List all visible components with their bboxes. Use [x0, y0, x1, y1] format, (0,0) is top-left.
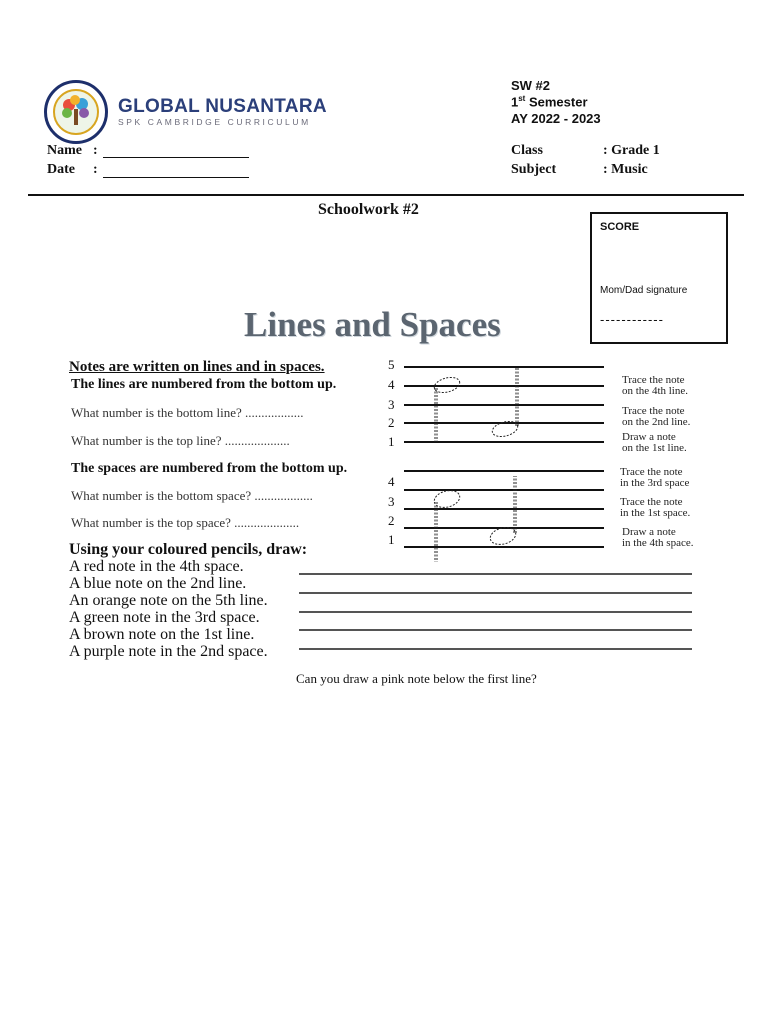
answer-staff-line[interactable]	[299, 592, 692, 594]
staff1-instruction: Trace the note on the 2nd line.	[622, 405, 691, 428]
trace-notes-icon[interactable]	[425, 362, 525, 452]
worksheet-heading: Lines and Spaces	[244, 305, 501, 344]
answer-staff-line[interactable]	[299, 629, 692, 631]
list-item: A brown note on the 1st line.	[69, 626, 255, 643]
staff2-number: 2	[388, 513, 395, 528]
school-name: GLOBAL NUSANTARA	[118, 96, 327, 117]
academic-year: AY 2022 - 2023	[511, 111, 601, 126]
question-top-space[interactable]: What number is the top space? ....................	[71, 515, 300, 530]
class-value: : Grade 1	[603, 143, 660, 158]
staff1-instruction: Trace the note on the 4th line.	[622, 374, 688, 397]
question-top-line[interactable]: What number is the top line? ....................	[71, 433, 290, 448]
intro-text: Notes are written on lines and in spaces.	[69, 359, 325, 375]
list-item: An orange note on the 5th line.	[69, 592, 268, 609]
staff2-instruction: Draw a note in the 4th space.	[622, 526, 694, 549]
sw-number: SW #2	[511, 78, 551, 93]
draw-heading: Using your coloured pencils, draw:	[69, 541, 308, 558]
date-colon: :	[93, 162, 98, 177]
tree-icon	[53, 89, 99, 135]
staff1-number: 4	[388, 377, 395, 392]
subject-label: Subject	[511, 162, 557, 177]
signature-label: Mom/Dad signature	[600, 285, 688, 296]
header-divider	[28, 194, 744, 196]
date-label: Date	[47, 162, 75, 177]
draw-list	[69, 558, 268, 660]
trace-notes-icon[interactable]	[425, 470, 525, 565]
staff2-instruction: Trace the note in the 1st space.	[620, 496, 691, 519]
list-item: A blue note on the 2nd line.	[69, 575, 247, 592]
answer-staff-line[interactable]	[299, 611, 692, 613]
staff2-number: 3	[388, 494, 395, 509]
list-item: A green note in the 3rd space.	[69, 609, 260, 626]
question-bottom-space[interactable]: What number is the bottom space? ..................	[71, 488, 313, 503]
staff1-number: 5	[388, 357, 395, 372]
lines-heading: The lines are numbered from the bottom up.	[71, 377, 337, 392]
staff1-instruction: Draw a note on the 1st line.	[622, 431, 687, 454]
date-field[interactable]	[103, 177, 249, 178]
answer-staff-line[interactable]	[299, 573, 692, 575]
staff2-number: 1	[388, 532, 395, 547]
spaces-heading: The spaces are numbered from the bottom up.	[71, 461, 348, 476]
name-field[interactable]	[103, 157, 249, 158]
question-bottom-line[interactable]: What number is the bottom line? ..................	[71, 405, 304, 420]
name-label: Name	[47, 143, 82, 158]
answer-staff-line[interactable]	[299, 648, 692, 650]
staff1-number: 3	[388, 397, 395, 412]
staff2-instruction: Trace the note in the 3rd space	[620, 466, 690, 489]
semester: 1st Semester	[511, 94, 588, 110]
name-colon: :	[93, 143, 98, 158]
school-subtitle: SPK CAMBRIDGE CURRICULUM	[118, 117, 311, 127]
subject-value: : Music	[603, 162, 648, 177]
school-logo	[44, 80, 108, 144]
score-label: SCORE	[600, 221, 640, 233]
signature-line[interactable]: ------------	[600, 312, 664, 327]
staff2-number: 4	[388, 474, 395, 489]
class-label: Class	[511, 143, 543, 158]
staff1-number: 2	[388, 415, 395, 430]
list-item: A purple note in the 2nd space.	[69, 643, 268, 660]
staff1-number: 1	[388, 434, 395, 449]
bonus-question: Can you draw a pink note below the first line?	[296, 671, 537, 686]
score-box[interactable]	[590, 212, 728, 344]
list-item: A red note in the 4th space.	[69, 558, 244, 575]
page-title: Schoolwork #2	[318, 201, 419, 218]
